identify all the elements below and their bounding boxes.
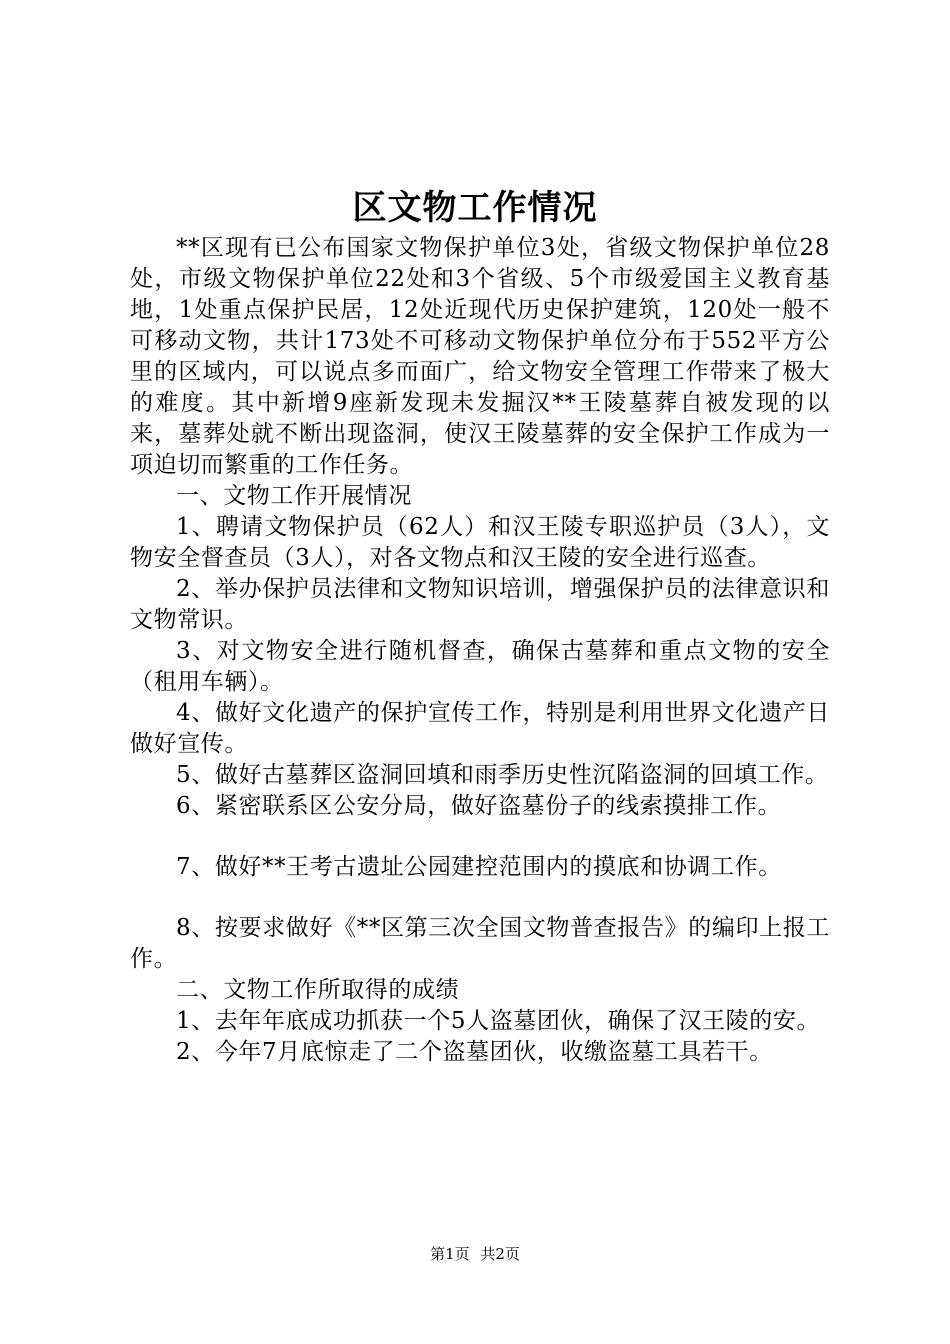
page-footer: [0, 1244, 950, 1264]
document-title: 区文物工作情况: [352, 188, 598, 228]
paragraph-intro: **区现有已公布国家文物保护单位3处，省级文物保护单位28处，市级文物保护单位22处和3个省级、5个市级爱国主义教育基地，1处重点保护民居，12处近现代历史保护建筑，120处一般不可移动文物，共计173处不可移动文物保护单位分布于552平方公里的区域内，可以说点多而面广，给文物安全管理工作带来了极大的难度。其中新增9座新发现未发掘汉**王陵墓葬自被发现的以来，墓葬处就不断出现盗洞，使汉王陵墓葬的安全保护工作成为一项迫切而繁重的工作任务。: [130, 235, 830, 478]
list-item: 1、聘请文物保护员（62人）和汉王陵专职巡护员（3人），文物安全督查员（3人），对各文物点和汉王陵的安全进行巡查。: [130, 514, 830, 571]
page-number: 第1页: [430, 1245, 470, 1263]
list-item: 2、今年7月底惊走了二个盗墓团伙，收缴盗墓工具若干。: [176, 1039, 773, 1065]
list-item: 1、去年年底成功抓获一个5人盗墓团伙，确保了汉王陵的安。: [176, 1008, 821, 1034]
page-total: 共2页: [480, 1245, 520, 1263]
list-item: 8、按要求做好《**区第三次全国文物普查报告》的编印上报工作。: [130, 915, 830, 972]
list-item: 7、做好**王考古遗址公园建控范围内的摸底和协调工作。: [176, 854, 782, 880]
section-heading-2: 二、文物工作所取得的成绩: [176, 977, 460, 1003]
section-heading-1: 一、文物工作开展情况: [176, 483, 412, 509]
list-item: 3、对文物安全进行随机督查，确保古墓葬和重点文物的安全（租用车辆）。: [130, 638, 830, 695]
list-item: 2、举办保护员法律和文物知识培训，增强保护员的法律意识和文物常识。: [130, 576, 830, 633]
list-item: 5、做好古墓葬区盗洞回填和雨季历史性沉陷盗洞的回填工作。: [176, 762, 829, 788]
document-body: [130, 233, 830, 1068]
list-item: 6、紧密联系区公安分局，做好盗墓份子的线索摸排工作。: [176, 793, 782, 819]
list-item: 4、做好文化遗产的保护宣传工作，特别是利用世界文化遗产日做好宣传。: [130, 700, 830, 757]
